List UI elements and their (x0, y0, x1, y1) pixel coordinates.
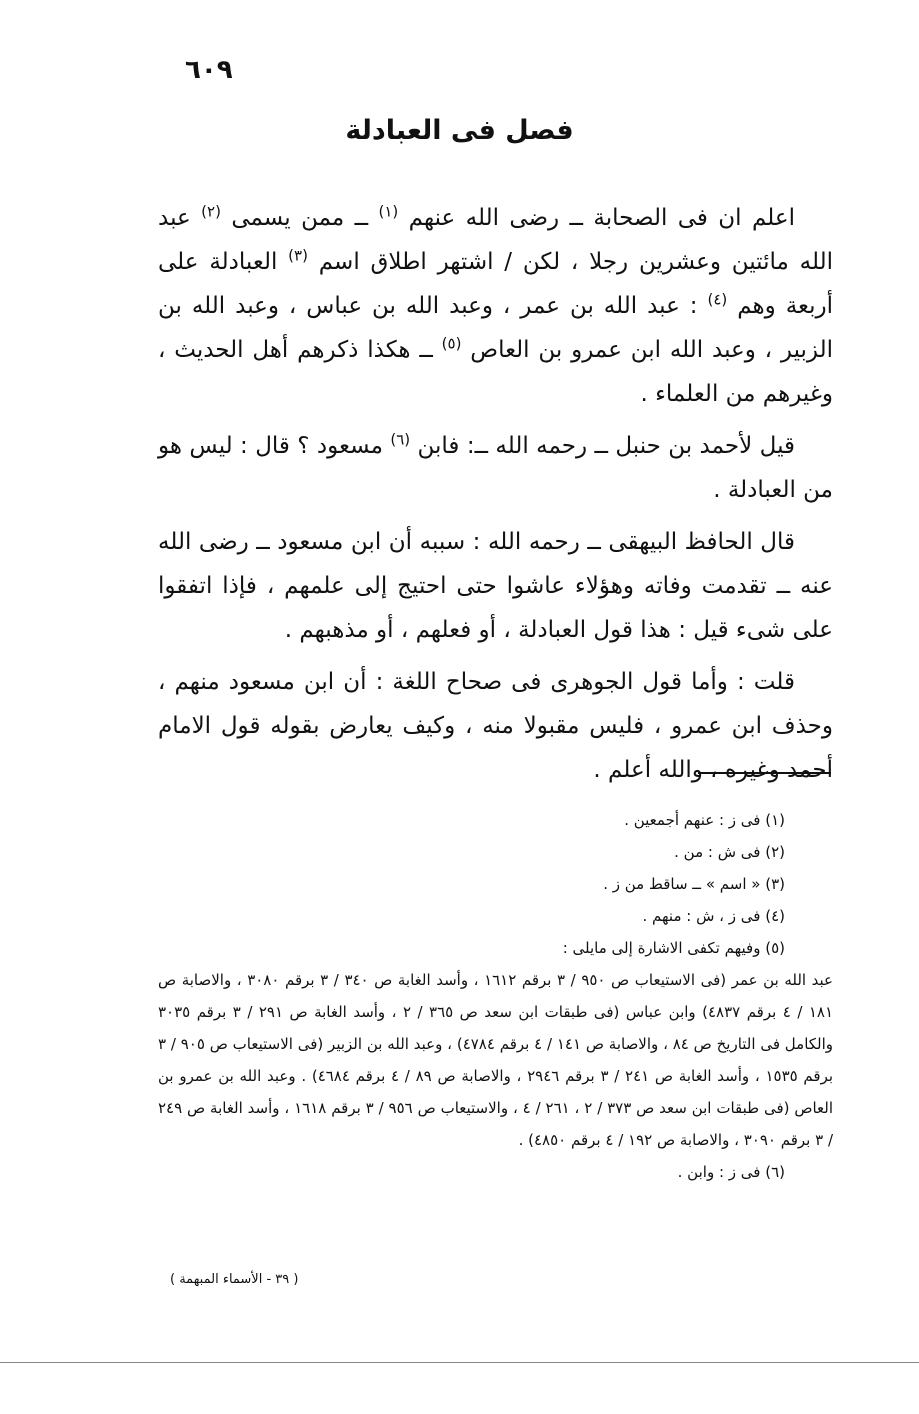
paragraph-1-part-d: العبادلة على أربعة وهم (158, 249, 834, 319)
footnote-5-detail: عبد الله بن عمر (فى الاستيعاب ص ٩٥٠ / ٣ برقم ١٦١٢ ، وأسد الغابة ص ٣٤٠ / ٣ برقم ٣٠٨٠ ، والاصابة ص ١٨١ / ٤ برقم ٤٨٣٧) وابن عباس (فى طبقات ابن سعد ص ٣٦٥ / ٢ ، وأسد الغابة ص ٢٩١ / ٣ برقم ٣٠٣٥ والكامل فى التاريخ ص ٨٤ ، والاصابة ص ١٤١ / ٤ برقم ٤٧٨٤) ، وعبد الله بن الزبير (فى الاستيعاب ص ٩٠٥ / ٣ برقم ١٥٣٥ ، وأسد الغابة ص ٢٤١ / ٣ برقم ٢٩٤٦ ، والاصابة ص ٨٩ / ٤ برقم ٤٦٨٤) . وعبد الله بن عمرو بن العاص (فى طبقات ابن سعد ص ٣٧٣ / ٢ ، ٢٦١ / ٤ ، والاستيعاب ص ٩٥٦ / ٣ برقم ١٦١٨ ، وأسد الغابة ص ٢٤٩ / ٣ برقم ٣٠٩٠ ، والاصابة ص ١٩٢ / ٤ برقم ٤٨٥٠) . (158, 971, 834, 1149)
footnote-5: (٥) وفيهم تكفى الاشارة إلى مايلى : (562, 939, 785, 957)
paragraph-1-part-f: ــ هكذا ذكرهم أهل الحديث ، وغيرهم من العلماء . (158, 337, 833, 407)
footnote-ref-5: (٥) (441, 334, 462, 353)
paragraph-2 (158, 424, 833, 512)
footnote-2: (٢) فى ش : من . (674, 843, 785, 861)
footnote-ref-1: (١) (378, 202, 399, 221)
paragraph-3: قال الحافظ البيهقى ــ رحمه الله : سببه أن ابن مسعود ــ رضى الله عنه ــ تقدمت وفاته وهؤلاء عاشوا حتى احتيج إلى علمهم ، فإذا اتفقوا على شىء قيل : هذا قول العبادلة ، أو فعلهم ، أو مذهبهم . (158, 529, 833, 643)
footnotes (158, 804, 833, 1188)
footnote-3: (٣) « اسم » ــ ساقط من ز . (603, 875, 785, 893)
paragraph-1-part-a: اعلم ان فى الصحابة ــ رضى الله عنهم (408, 205, 795, 231)
footnote-6: (٦) فى ز : وابن . (677, 1163, 785, 1181)
signature-mark: ( ٣٩ - الأسماء المبهمة ) (170, 1272, 299, 1287)
chapter-title: فصل فى العبادلة (345, 115, 574, 146)
page-bottom-rule (0, 1362, 919, 1363)
footnote-ref-2: (٢) (201, 202, 221, 221)
footnote-1: (١) فى ز : عنهم أجمعين . (624, 811, 785, 829)
page-number: ٦٠٩ (185, 55, 233, 85)
paragraph-1 (158, 196, 833, 416)
footnote-ref-6: (٦) (390, 430, 411, 449)
footnote-ref-3: (٣) (288, 246, 308, 265)
paragraph-2-part-b: مسعود ؟ قال : ليس هو من العبادلة . (158, 433, 833, 503)
footnote-ref-4: (٤) (707, 290, 728, 309)
paragraph-1-part-e: : عبد الله بن عمر ، وعبد الله بن عباس ، وعبد الله بن الزبير ، وعبد الله ابن عمرو بن العاص (158, 293, 834, 363)
paragraph-2-part-a: قيل لأحمد بن حنبل ــ رحمه الله ــ: فابن (417, 433, 795, 459)
main-text (158, 196, 833, 800)
paragraph-1-part-c: عبد الله مائتين وعشرين رجلا ، لكن / اشتهر اطلاق اسم (158, 205, 834, 275)
paragraph-1-part-b: ــ ممن يسمى (231, 205, 369, 231)
footnote-separator (698, 772, 831, 774)
paragraph-4: قلت : وأما قول الجوهرى فى صحاح اللغة : أن ابن مسعود منهم ، وحذف ابن عمرو ، فليس مقبولا منه ، وكيف يعارض بقوله قول الامام أحمد وغيره ، والله أعلم . (158, 669, 833, 783)
footnote-4: (٤) فى ز ، ش : منهم . (642, 907, 785, 925)
